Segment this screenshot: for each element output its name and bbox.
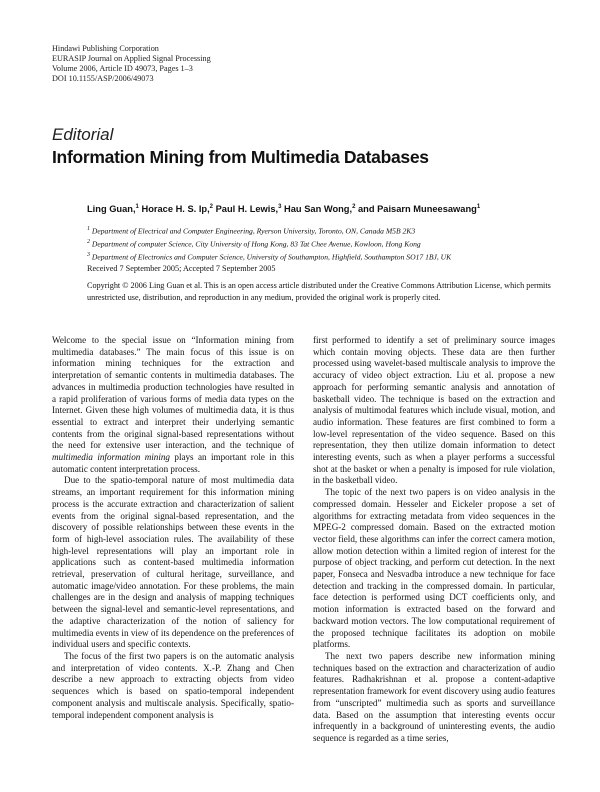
- author-affil-mark: 1: [135, 204, 139, 210]
- body-paragraph: The next two papers describe new information mining techniques based on the extraction and characterization of audio features. Radhakrishnan et al. propose a content-adaptive representation framework for event discovery using audio features from “unscripted” multimedia such as sports and surveillance data. Based on the assumption that interesting events occur infrequently in a background of uninteresting events, the audio sequence is regarded as a time series,: [313, 650, 555, 743]
- volume-line: Volume 2006, Article ID 49073, Pages 1–3: [52, 64, 193, 73]
- author-name: Horace H. S. Ip,: [138, 204, 210, 215]
- publisher-line: Hindawi Publishing Corporation: [52, 44, 159, 53]
- left-column: [52, 335, 294, 721]
- affiliation: $^2$ Department of computer Science, City University of Hong Kong, 83 Tat Chee Avenue, Kowloon, Hong Kong: [87, 239, 421, 249]
- body-paragraph: The topic of the next two papers is on video analysis in the compressed domain. Hesseler and Eickeler propose a set of algorithms for extracting metadata from video sequences in the MPEG-2 compressed domain. Based on the extracted motion vector field, these algorithms can infer the correct camera motion, allow motion detection within a limited region of interest for the purpose of object tracking, and perform cut detection. In the next paper, Fonseca and Nesvadba introduce a new technique for face detection and tracking in the compressed domain. In particular, face detection is performed using DCT coefficients only, and motion information is extracted based on the forward and backward motion vectors. The low computational requirement of the proposed technique facilitates its adoption on mobile platforms.: [313, 487, 555, 650]
- journal-line: EURASIP Journal on Applied Signal Processing: [52, 54, 211, 63]
- body-paragraph: first performed to identify a set of preliminary source images which contain moving objects. These data are then further processed using wavelet-based multiscale analysis to improve the accuracy of video object extraction. Liu et al. propose a new approach for performing semantic analysis and annotation of basketball video. The technique is based on the extraction and analysis of multimodal features which include visual, motion, and audio information. These features are first combined to form a low-level representation of the video sequence. Based on this representation, they then utilize domain information to detect interesting events, such as when a player performs a successful shot at the basket or when a penalty is imposed for rule violation, in the basketball video.: [313, 335, 555, 486]
- body-paragraph: Welcome to the special issue on “Information mining from multimedia databases.” The main focus of this issue is on information mining techniques for the extraction and interpretation of semantic contents in multimedia databases. The advances in multimedia production technologies have resulted in a rapid proliferation of various forms of media data types on the Internet. Given these high volumes of multimedia data, it is thus essential to extract and interpret their underlying semantic contents from the original signal-based representations without the need for extensive user interaction, and the technique of multimedia information mining plays an important role in this automatic content interpretation process.: [52, 335, 294, 474]
- author-list: [87, 204, 480, 214]
- affiliation: $^1$ Department of Electrical and Computer Engineering, Ryerson University, Toronto, ON, Canada M5B 2K3: [87, 226, 416, 236]
- doi-line: DOI 10.1155/ASP/2006/49073: [52, 74, 154, 83]
- journal-header: [52, 44, 211, 84]
- body-paragraph: The focus of the first two papers is on the automatic analysis and interpretation of video contents. X.-P. Zhang and Chen describe a new approach to extracting objects from video sequences which is based on spatio-temporal independent component analysis and multiscale analysis. Specifically, spatio-temporal independent component analysis is: [52, 650, 294, 720]
- author-affil-mark: 2: [209, 204, 214, 210]
- author-name: and Paisarn Muneesawang: [355, 204, 477, 215]
- author-name: Hau San Wong,: [281, 204, 353, 215]
- author-affil-mark: 3: [278, 204, 282, 210]
- section-label: Editorial: [52, 125, 114, 144]
- received-dates: Received 7 September 2005; Accepted 7 September 2005: [87, 264, 276, 273]
- author-name: Paul H. Lewis,: [213, 204, 279, 215]
- page-title: Information Mining from Multimedia Databases: [52, 147, 429, 167]
- author-affil-mark: 2: [352, 204, 356, 210]
- copyright-notice: Copyright © 2006 Ling Guan et al. This is an open access article distributed under the Creative Commons Attribution License, which permits unrestricted use, distribution, and reproduction in any medium, provided the original work is properly cited.: [87, 281, 551, 302]
- body-paragraph: Due to the spatio-temporal nature of most multimedia data streams, an important requirement for this information mining process is the accurate extraction and characterization of salient events from the original signal-based representation, and the discovery of possible relationships between these events in the form of high-level association rules. The availability of these high-level representations will play an important role in applications such as content-based multimedia information retrieval, preservation of cultural heritage, surveillance, and automatic image/video annotation. For these problems, the main challenges are in the design and analysis of mapping techniques between the signal-level and semantic-level representations, and the adaptive characterization of the notion of saliency for multimedia events in view of its dependence on the preferences of individual users and specific contexts.: [52, 475, 294, 650]
- emphasis-text: multimedia information mining: [52, 452, 170, 463]
- author-affil-mark: 1: [476, 204, 481, 210]
- affiliation-list: [87, 224, 451, 263]
- right-column: [313, 335, 555, 745]
- affiliation: $^3$ Department of Electronics and Computer Science, University of Southampton, Highfield, Southampton SO17 1BJ, UK: [87, 252, 452, 262]
- author-name: Ling Guan,: [87, 204, 136, 215]
